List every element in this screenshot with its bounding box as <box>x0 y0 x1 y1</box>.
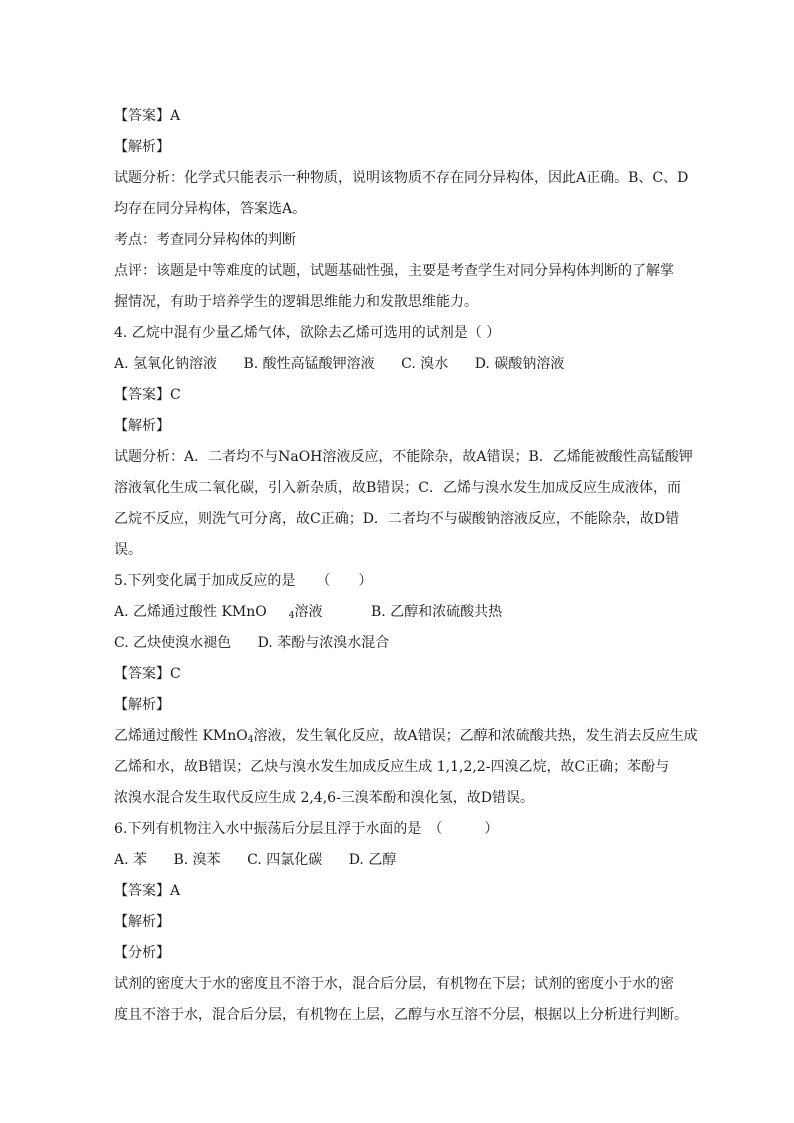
q6-option-a: A. 苯 <box>114 852 148 868</box>
q4-analysis-line-3: 乙烷不反应，则洗气可分离，故C正确；D．二者均不与碳酸钠溶液反应，不能除杂，故D错 <box>114 511 680 527</box>
q5-analysis-line-2: 乙烯和水，故B错误；乙炔与溴水发生加成反应生成 1,1,2,2-四溴乙烷，故C正确；苯酚与 <box>114 759 670 775</box>
q5-analysis-line-1 <box>114 721 698 752</box>
q4-question: 4. 乙烷中混有少量乙烯气体，欲除去乙烯可选用的试剂是（ ） <box>114 325 501 341</box>
q5-options-row-1 <box>114 597 694 628</box>
q4-option-a: A. 氢氧化钠溶液 <box>114 356 218 372</box>
q4-analysis-line-1: 试题分析：A．二者均不与NaOH溶液反应，不能除杂，故A错误；B．乙烯能被酸性高锰酸钾 <box>114 449 693 465</box>
q5-option-d: D. 苯酚与浓溴水混合 <box>257 635 390 651</box>
q5-options-row-2 <box>114 628 694 659</box>
q3-analysis-line-1: 试题分析：化学式只能表示一种物质，说明该物质不存在同分异构体，因此A正确。B、C、D <box>114 170 689 186</box>
q4-analysis-line-2: 溶液氧化生成二氧化碳，引入新杂质，故B错误；C．乙烯与溴水发生加成反应生成液体，而 <box>114 480 681 496</box>
q6-options <box>114 845 694 876</box>
q6-option-b: B. 溴苯 <box>173 852 221 868</box>
q4-analysis-label: 【解析】 <box>114 418 170 434</box>
q6-analysis-sublabel: 【分析】 <box>114 945 170 961</box>
q6-option-d: D. 乙醇 <box>348 852 397 868</box>
q3-analysis-line-2: 均存在同分异构体，答案选A。 <box>114 201 307 217</box>
q5-answer: 【答案】C <box>114 666 181 682</box>
q6-answer: 【答案】A <box>114 883 181 899</box>
q5-analysis-line-1-suffix: 溶液，发生氧化反应，故A错误；乙醇和浓硫酸共热，发生消去反应生成 <box>253 728 698 744</box>
q5-option-a <box>114 604 344 620</box>
q4-options <box>114 349 694 380</box>
q5-option-c: C. 乙炔使溴水褪色 <box>114 635 232 651</box>
q5-analysis-label: 【解析】 <box>114 697 170 713</box>
q5-analysis-line-1-text: 乙烯通过酸性 KMnO <box>114 728 248 744</box>
q5-option-a-text: A. 乙烯通过酸性 KMnO <box>114 604 267 620</box>
q3-comment-line-2: 握情况，有助于培养学生的逻辑思维能力和发散思维能力。 <box>114 294 478 310</box>
q6-analysis-line-1: 试剂的密度大于水的密度且不溶于水，混合后分层，有机物在下层；试剂的密度小于水的密 <box>114 976 674 992</box>
q3-comment-line-1: 点评：该题是中等难度的试题，试题基础性强，主要是考查学生对同分异构体判断的了解掌 <box>114 263 674 279</box>
q4-option-c: C. 溴水 <box>401 356 449 372</box>
q4-option-b: B. 酸性高锰酸钾溶液 <box>243 356 375 372</box>
q3-analysis-label: 【解析】 <box>114 139 170 155</box>
q5-analysis-line-3: 浓溴水混合发生取代反应生成 2,4,6-三溴苯酚和溴化氢，故D错误。 <box>114 790 535 806</box>
q5-question: 5.下列变化属于加成反应的是 （ ） <box>114 573 373 589</box>
q5-option-a-suffix: 溶液 <box>294 604 323 620</box>
q4-analysis-line-4: 误。 <box>114 542 142 558</box>
q6-analysis-label: 【解析】 <box>114 914 170 930</box>
q5-analysis-subscript: 4 <box>247 735 254 745</box>
q6-question: 6.下列有机物注入水中振荡后分层且浮于水面的是 （ ） <box>114 821 499 837</box>
q5-option-a-subscript: 4 <box>288 611 295 621</box>
q6-analysis-line-2: 度且不溶于水，混合后分层，有机物在上层，乙醇与水互溶不分层，根据以上分析进行判断。 <box>114 1007 688 1023</box>
q6-option-c: C. 四氯化碳 <box>247 852 323 868</box>
q4-option-d: D. 碳酸钠溶液 <box>474 356 565 372</box>
q3-answer: 【答案】A <box>114 108 181 124</box>
q5-option-b: B. 乙醇和浓硫酸共热 <box>370 604 503 620</box>
q3-point: 考点：考查同分异构体的判断 <box>114 232 296 248</box>
q4-answer: 【答案】C <box>114 387 181 403</box>
